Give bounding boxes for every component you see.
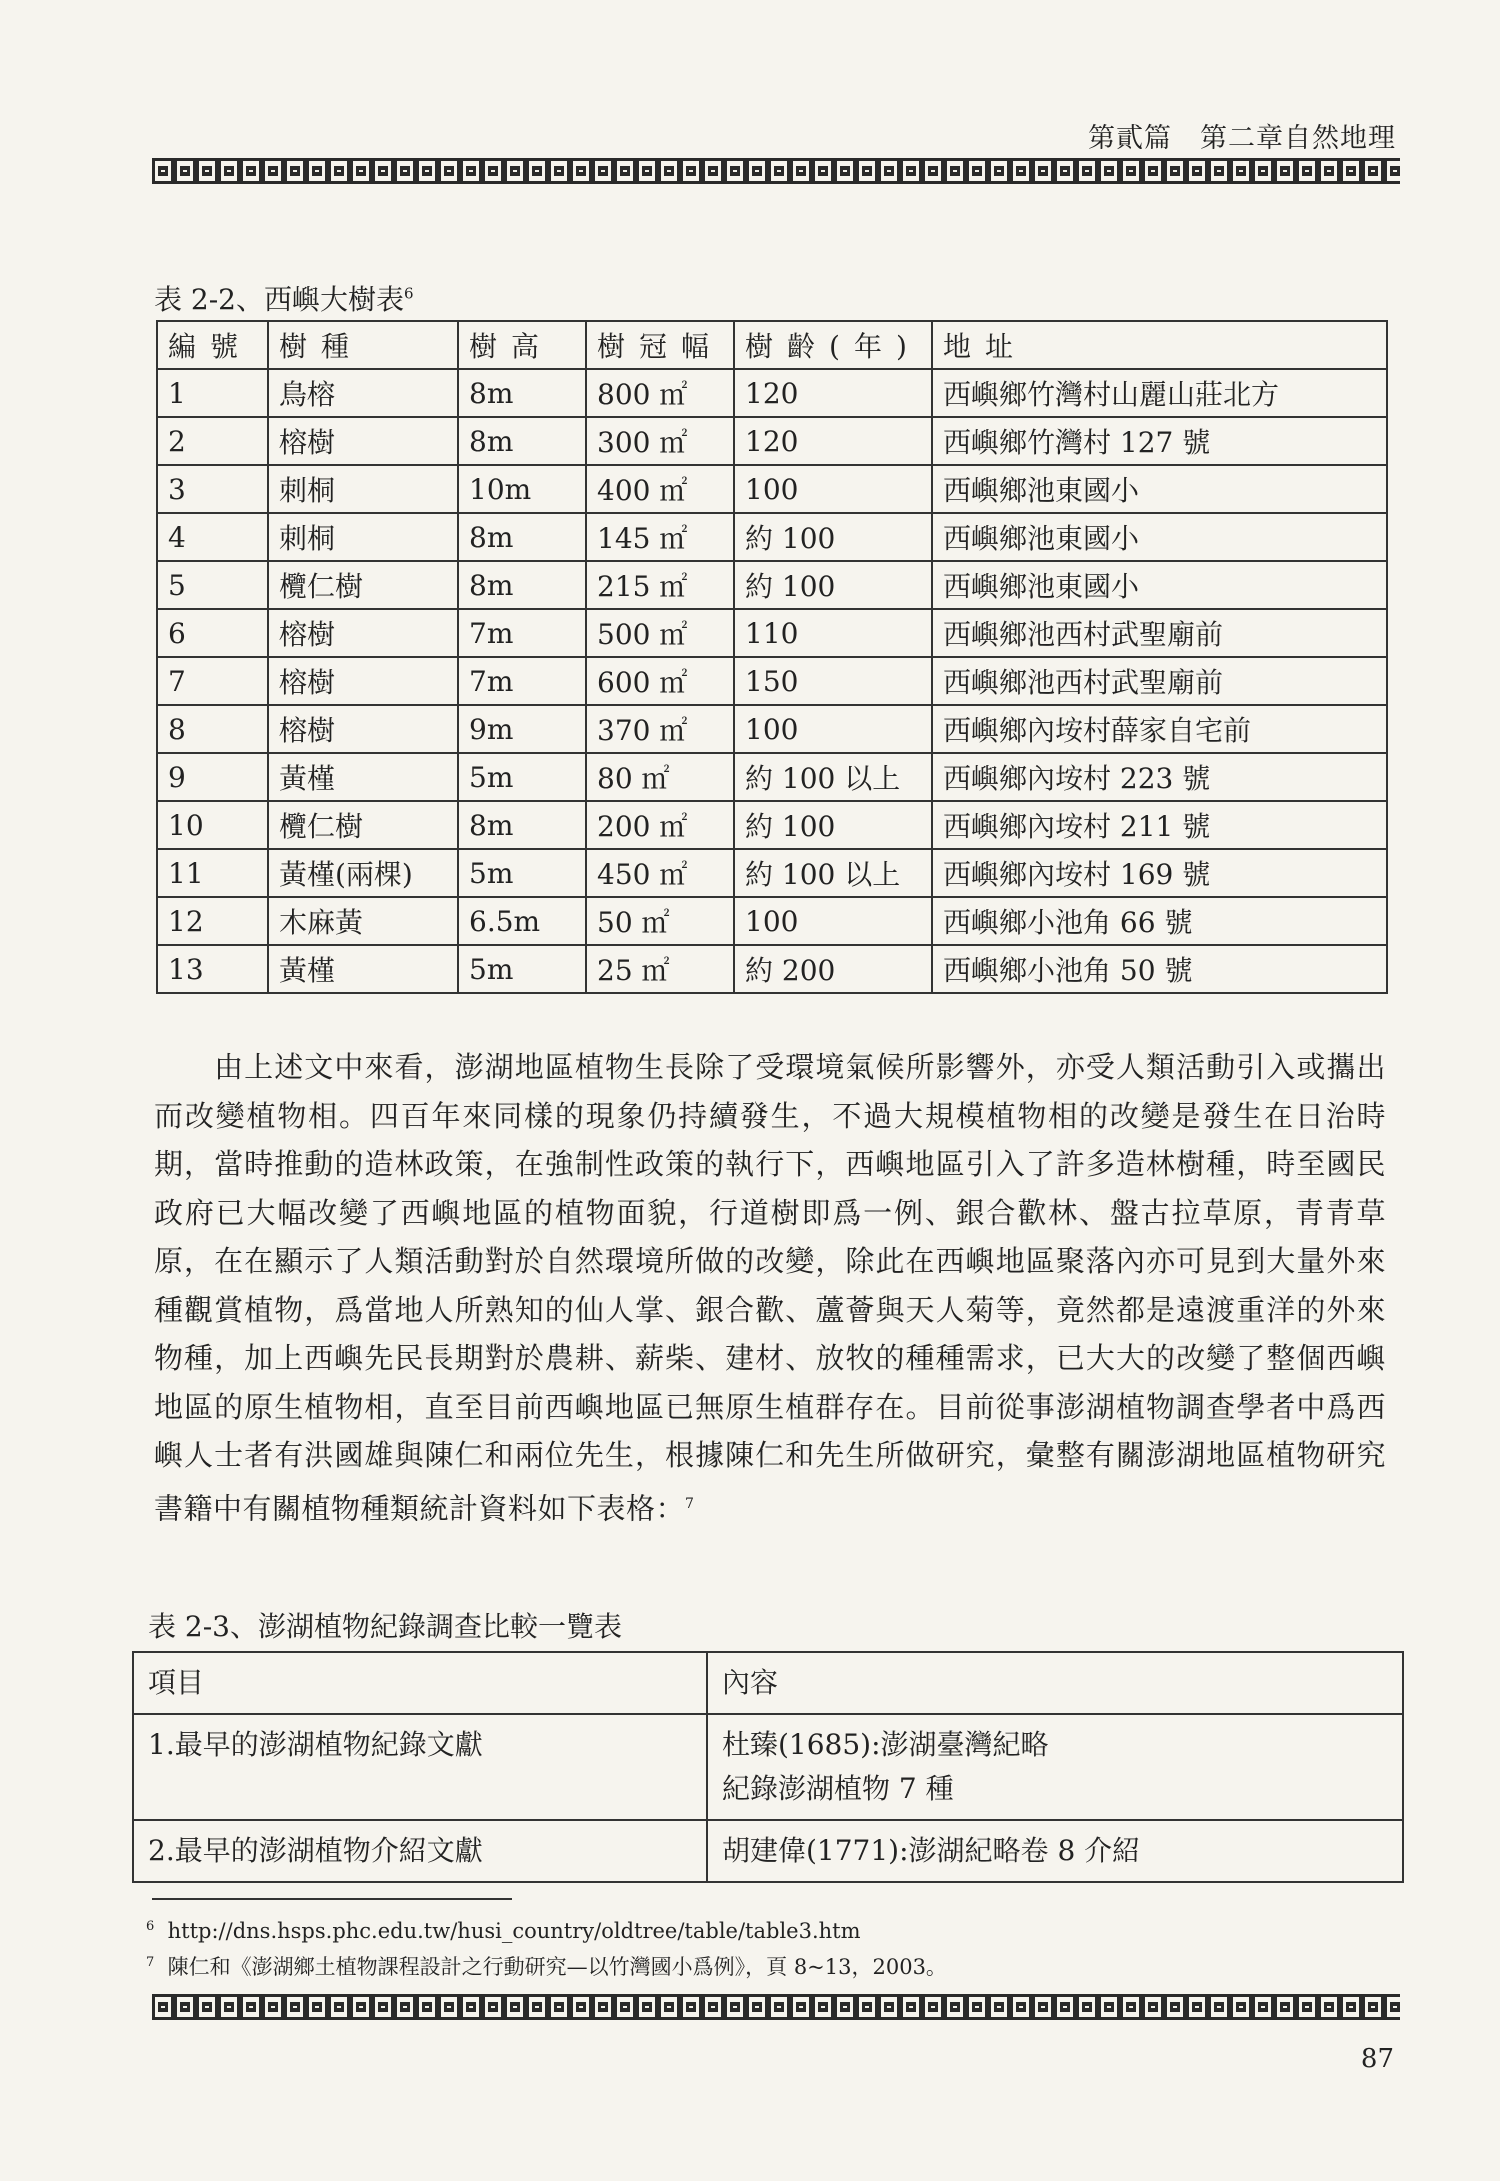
table-row (157, 609, 1387, 657)
table-cell: 鳥榕 (268, 369, 458, 417)
table-cell: 約 100 (734, 561, 932, 609)
table-cell: 80 ㎡ (586, 753, 734, 801)
table-cell: 10 (157, 801, 268, 849)
big-tree-table (156, 320, 1388, 994)
table-row (157, 513, 1387, 561)
table-row (157, 801, 1387, 849)
table-row (157, 369, 1387, 417)
table-cell: 120 (734, 369, 932, 417)
footnote-ref-6: 6 (404, 284, 414, 303)
table-cell: 1 (157, 369, 268, 417)
table-cell: 7 (157, 657, 268, 705)
table-row (157, 753, 1387, 801)
column-header: 樹種 (268, 321, 458, 369)
table-cell: 西嶼鄉池東國小 (932, 561, 1387, 609)
table-header-row (157, 321, 1387, 369)
column-header: 地址 (932, 321, 1387, 369)
table-cell: 100 (734, 465, 932, 513)
table-cell: 西嶼鄉竹灣村 127 號 (932, 417, 1387, 465)
table-cell: 4 (157, 513, 268, 561)
table-cell: 5m (458, 945, 586, 993)
content-line: 紀錄澎湖植物 7 種 (722, 1772, 954, 1805)
footnote-ref-7: 7 (685, 1495, 695, 1512)
table-cell: 約 100 (734, 513, 932, 561)
table-cell: 100 (734, 705, 932, 753)
table-row (157, 849, 1387, 897)
table-row (157, 561, 1387, 609)
table-cell: 450 ㎡ (586, 849, 734, 897)
body-paragraph: 由上述文中來看，澎湖地區植物生長除了受環境氣候所影響外，亦受人類活動引入或攜出而改變植物相。四百年來同樣的現象仍持續發生，不過大規模植物相的改變是發生在日治時期，當時推動的造林政策，在強制性政策的執行下，西嶼地區引入了許多造林樹種，時至國民政府已大幅改變了西嶼地區的植物面貌，行道樹即爲一例、銀合歡林、盤古拉草原，青青草原，在在顯示了人類活動對於自然環境所做的改變，除此在西嶼地區聚落內亦可見到大量外來種觀賞植物，爲當地人所熟知的仙人掌、銀合歡、蘆薈與天人菊等，竟然都是遠渡重洋的外來物種，加上西嶼先民長期對於農耕、薪柴、建材、放牧的種種需求，已大大的改變了整個西嶼地區的原生植物相，直至目前西嶼地區已無原生植群存在。目前從事澎湖植物調查學者中爲西嶼人士者有洪國雄與陳仁和兩位先生，根據陳仁和先生所做研究，彙整有關澎湖地區植物研究書籍中有關植物種類統計資料如下表格：$^7$ (154, 1050, 1386, 1526)
table-cell: 150 (734, 657, 932, 705)
bottom-decorative-border (152, 1994, 1400, 2020)
content-line: 胡建偉(1771):澎湖紀略卷 8 介紹 (722, 1834, 1141, 1867)
table-cell: 145 ㎡ (586, 513, 734, 561)
table-cell: 西嶼鄉池東國小 (932, 513, 1387, 561)
table-cell: 8m (458, 369, 586, 417)
footnote-7: $^7$ 陳仁和《澎湖鄉土植物課程設計之行動研究—以竹灣國小爲例》，頁 8~13，2003。 (146, 1955, 947, 1979)
table-cell: 8m (458, 801, 586, 849)
table-cell: 約 100 (734, 801, 932, 849)
table-cell: 7m (458, 609, 586, 657)
plant-record-table (132, 1651, 1404, 1883)
top-decorative-border (152, 158, 1400, 184)
table-cell: 榕樹 (268, 609, 458, 657)
table-cell: 8 (157, 705, 268, 753)
table-cell: 400 ㎡ (586, 465, 734, 513)
table-cell: 西嶼鄉內垵村 223 號 (932, 753, 1387, 801)
table-cell: 9m (458, 705, 586, 753)
table-cell: 10m (458, 465, 586, 513)
table-cell: 9 (157, 753, 268, 801)
item-cell: 2.最早的澎湖植物介紹文獻 (133, 1820, 707, 1882)
table-cell: 黃槿 (268, 945, 458, 993)
column-header: 樹齡(年) (734, 321, 932, 369)
table-cell: 200 ㎡ (586, 801, 734, 849)
table-cell: 8m (458, 513, 586, 561)
table-cell: 7m (458, 657, 586, 705)
table-cell: 110 (734, 609, 932, 657)
item-cell: 1.最早的澎湖植物紀錄文獻 (133, 1714, 707, 1820)
table-row (157, 897, 1387, 945)
table-cell: 5m (458, 849, 586, 897)
header-cell-content: 內容 (707, 1652, 1403, 1714)
running-title: 第貳篇 第二章自然地理 (1088, 123, 1396, 154)
table-cell: 2 (157, 417, 268, 465)
content-line: 杜臻(1685):澎湖臺灣紀略 (722, 1728, 1049, 1761)
column-header: 樹高 (458, 321, 586, 369)
table-cell: 100 (734, 897, 932, 945)
table-cell: 欖仁樹 (268, 561, 458, 609)
table-cell: 西嶼鄉池東國小 (932, 465, 1387, 513)
table-row (157, 945, 1387, 993)
table-cell: 6.5m (458, 897, 586, 945)
table-cell: 刺桐 (268, 513, 458, 561)
table-cell: 約 100 以上 (734, 849, 932, 897)
table-cell: 西嶼鄉內垵村 211 號 (932, 801, 1387, 849)
table-cell: 5m (458, 753, 586, 801)
table-row (157, 417, 1387, 465)
table-cell: 8m (458, 417, 586, 465)
table-cell: 12 (157, 897, 268, 945)
table-cell: 欖仁樹 (268, 801, 458, 849)
header-cell-item: 項目 (133, 1652, 707, 1714)
table-cell: 50 ㎡ (586, 897, 734, 945)
table-header-row (133, 1652, 1403, 1714)
table-cell: 3 (157, 465, 268, 513)
table-cell: 11 (157, 849, 268, 897)
table-cell: 約 100 以上 (734, 753, 932, 801)
table-cell: 370 ㎡ (586, 705, 734, 753)
table-cell: 8m (458, 561, 586, 609)
table-cell: 木麻黃 (268, 897, 458, 945)
page-number: 87 (1360, 2044, 1394, 2074)
table-cell: 215 ㎡ (586, 561, 734, 609)
table-cell: 13 (157, 945, 268, 993)
table-2-2-caption: 表 2-2、西嶼大樹表$^6$ (154, 283, 414, 316)
content-cell (707, 1714, 1403, 1820)
table-cell: 300 ㎡ (586, 417, 734, 465)
column-header: 編號 (157, 321, 268, 369)
table-cell: 黃槿(兩棵) (268, 849, 458, 897)
content-cell (707, 1820, 1403, 1882)
table-cell: 約 200 (734, 945, 932, 993)
table-cell: 西嶼鄉小池角 50 號 (932, 945, 1387, 993)
table-cell: 西嶼鄉內垵村 169 號 (932, 849, 1387, 897)
table-row (157, 705, 1387, 753)
footnote-6: $^6$ http://dns.hsps.phc.edu.tw/husi_country/oldtree/table/table3.htm (146, 1919, 861, 1943)
table-cell: 西嶼鄉池西村武聖廟前 (932, 609, 1387, 657)
table-cell: 榕樹 (268, 657, 458, 705)
table-cell: 6 (157, 609, 268, 657)
table-2-3-caption: 表 2-3、澎湖植物紀錄調查比較一覽表 (148, 1610, 622, 1643)
table-cell: 25 ㎡ (586, 945, 734, 993)
footnote-separator (152, 1898, 512, 1900)
table-cell: 西嶼鄉小池角 66 號 (932, 897, 1387, 945)
table-cell: 5 (157, 561, 268, 609)
table-cell: 西嶼鄉內垵村薛家自宅前 (932, 705, 1387, 753)
table-row (133, 1820, 1403, 1882)
table-cell: 500 ㎡ (586, 609, 734, 657)
table-row (133, 1714, 1403, 1820)
table-cell: 西嶼鄉池西村武聖廟前 (932, 657, 1387, 705)
table-cell: 榕樹 (268, 417, 458, 465)
table-cell: 120 (734, 417, 932, 465)
table-cell: 西嶼鄉竹灣村山麗山莊北方 (932, 369, 1387, 417)
table-cell: 黃槿 (268, 753, 458, 801)
column-header: 樹冠幅 (586, 321, 734, 369)
table-cell: 600 ㎡ (586, 657, 734, 705)
table-row (157, 465, 1387, 513)
table-row (157, 657, 1387, 705)
table-cell: 刺桐 (268, 465, 458, 513)
table-cell: 榕樹 (268, 705, 458, 753)
table-cell: 800 ㎡ (586, 369, 734, 417)
